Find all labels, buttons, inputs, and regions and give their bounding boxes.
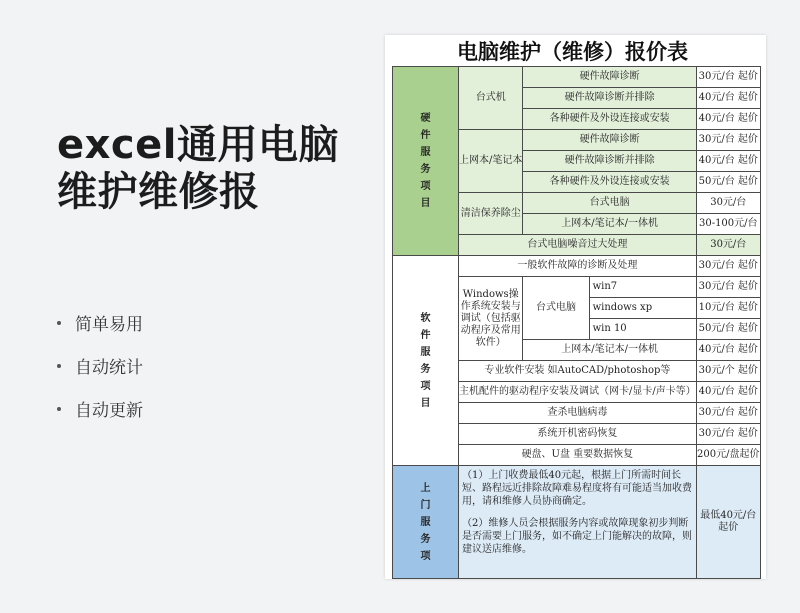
price-cell: 30元/台 起价 bbox=[696, 277, 760, 298]
price-cell: 30元/台 bbox=[696, 193, 760, 214]
price-table bbox=[392, 66, 761, 579]
price-cell: 40元/台 起价 bbox=[696, 151, 760, 172]
price-cell: 40元/台 起价 bbox=[696, 88, 760, 109]
price-cell: 30元/个 起价 bbox=[696, 361, 760, 382]
price-cell: 最低40元/台 起价 bbox=[696, 466, 760, 579]
service-cell: 硬盘、U盘 重要数据恢复 bbox=[459, 445, 697, 466]
hardware-category-cell: 硬 件 服 务 项 目 bbox=[393, 67, 459, 256]
onsite-note: （1）上门收费最低40元起，根据上门所需时间长短、路程远近排除故障难易程度将有可能适当加收费用，请和维修人员协商确定。 bbox=[462, 470, 692, 507]
price-cell: 40元/台 起价 bbox=[696, 109, 760, 130]
service-cell: 硬件故障诊断 bbox=[523, 67, 696, 88]
table-row bbox=[393, 67, 761, 88]
service-cell: 硬件故障诊断并排除 bbox=[523, 88, 696, 109]
price-cell: 50元/台 起价 bbox=[696, 319, 760, 340]
service-cell: 上网本/笔记本/一体机 bbox=[523, 214, 696, 235]
service-cell: 查杀电脑病毒 bbox=[459, 403, 697, 424]
price-cell: 200元/盘起价 bbox=[696, 445, 760, 466]
cleaning-group-cell: 清洁保养除尘 bbox=[459, 193, 523, 235]
price-cell: 30元/台 bbox=[696, 235, 760, 256]
os-cell: windows xp bbox=[589, 298, 696, 319]
service-cell: 台式电脑噪音过大处理 bbox=[459, 235, 697, 256]
service-cell: 台式电脑 bbox=[523, 193, 696, 214]
onsite-note: （2）维修人员会根据服务内容或故障现象初步判断是否需要上门服务，如不确定上门能解决的故障，则建议送店维修。 bbox=[462, 518, 692, 555]
page-title: excel通用电脑维护维修报 bbox=[57, 122, 339, 215]
price-cell: 30元/台 起价 bbox=[696, 130, 760, 151]
price-cell: 10元/台 起价 bbox=[696, 298, 760, 319]
service-cell: 硬件故障诊断并排除 bbox=[523, 151, 696, 172]
price-cell: 30元/台 起价 bbox=[696, 424, 760, 445]
service-cell: 主机配件的驱动程序安装及调试（网卡/显卡/声卡等） bbox=[459, 382, 697, 403]
service-cell: 硬件故障诊断 bbox=[523, 130, 696, 151]
feature-item: 自动统计 bbox=[57, 355, 143, 398]
onsite-notes-cell bbox=[459, 466, 697, 579]
service-cell: 各种硬件及外设连接或安装 bbox=[523, 172, 696, 193]
spreadsheet-preview bbox=[385, 35, 766, 579]
onsite-category-cell: 上 门 服 务 项 bbox=[393, 466, 459, 579]
bullet-dot-icon bbox=[57, 364, 61, 368]
price-cell: 30元/台 起价 bbox=[696, 403, 760, 424]
service-cell: 上网本/笔记本/一体机 bbox=[523, 340, 696, 361]
service-cell: 专业软件安装 如AutoCAD/photoshop等 bbox=[459, 361, 697, 382]
bullet-dot-icon bbox=[57, 321, 61, 325]
price-cell: 40元/台 起价 bbox=[696, 382, 760, 403]
table-row bbox=[393, 256, 761, 277]
service-cell: 一般软件故障的诊断及处理 bbox=[459, 256, 697, 277]
price-cell: 30元/台 起价 bbox=[696, 67, 760, 88]
service-cell: 系统开机密码恢复 bbox=[459, 424, 697, 445]
os-cell: win7 bbox=[589, 277, 696, 298]
price-cell: 50元/台 起价 bbox=[696, 172, 760, 193]
feature-item: 自动更新 bbox=[57, 398, 143, 441]
sheet-title: 电脑维护（维修）报价表 bbox=[457, 39, 688, 64]
os-cell: win 10 bbox=[589, 319, 696, 340]
price-cell: 30元/台 起价 bbox=[696, 256, 760, 277]
laptop-group-cell: 上网本/笔记本 bbox=[459, 130, 523, 193]
windows-install-group-cell: Windows操作系统安装与调试（包括驱动程序及常用软件） bbox=[459, 277, 523, 361]
price-cell: 40元/台 起价 bbox=[696, 340, 760, 361]
feature-list bbox=[57, 312, 143, 441]
desktop-group-cell: 台式机 bbox=[459, 67, 523, 130]
price-cell: 30-100元/台 bbox=[696, 214, 760, 235]
feature-item: 简单易用 bbox=[57, 312, 143, 355]
bullet-dot-icon bbox=[57, 407, 61, 411]
desktop-subgroup-cell: 台式电脑 bbox=[523, 277, 589, 340]
software-category-cell: 软 件 服 务 项 目 bbox=[393, 256, 459, 466]
table-row bbox=[393, 466, 761, 579]
service-cell: 各种硬件及外设连接或安装 bbox=[523, 109, 696, 130]
